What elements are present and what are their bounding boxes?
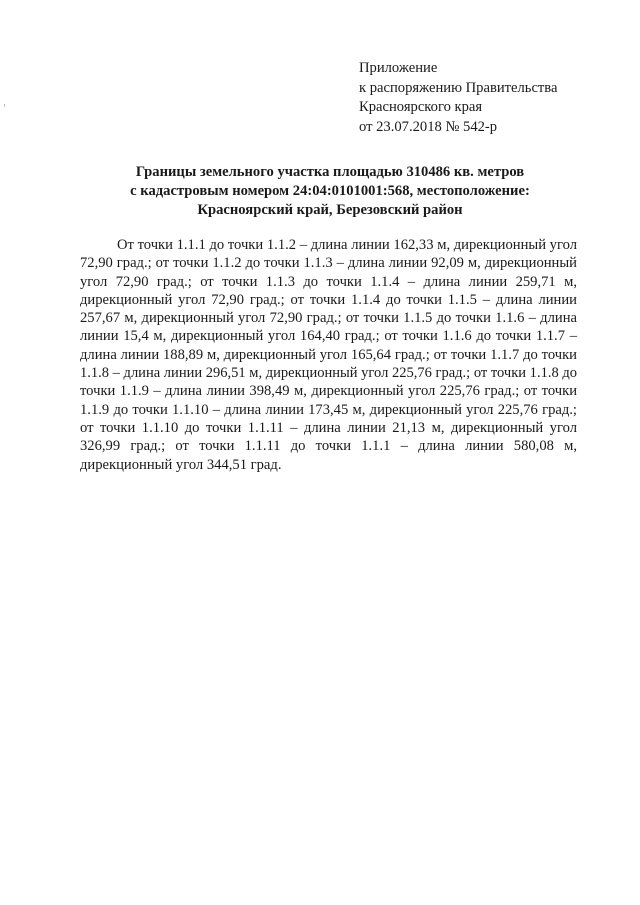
- appendix-region: Красноярского края: [359, 99, 483, 116]
- title-line-2: с кадастровым номером 24:04:0101001:568, местоположение:: [130, 183, 530, 199]
- paragraph-line: угол 72,90 град.; от точки 1.1.3 до точки 1.1.4 – длина линии 259,71 м,: [80, 273, 577, 290]
- paragraph-line: длина линии 188,89 м, дирекционный угол 165,64 град.; от точки 1.1.7 до точки: [80, 346, 577, 363]
- paragraph-line: от точки 1.1.10 до точки 1.1.11 – длина линии 21,13 м, дирекционный угол: [80, 419, 577, 436]
- paragraph-line: 1.1.9 до точки 1.1.10 – длина линии 173,45 м, дирекционный угол 225,76 град.;: [80, 401, 577, 418]
- paragraph-line: 257,67 м, дирекционный угол 72,90 град.; от точки 1.1.5 до точки 1.1.6 – длина: [80, 310, 577, 327]
- scan-artifact-mark: [4, 104, 5, 107]
- appendix-date-number: от 23.07.2018 № 542-р: [359, 118, 498, 135]
- paragraph-line: 1.1.8 – длина линии 296,51 м, дирекционный угол 225,76 град.; от точки 1.1.8 до: [80, 365, 577, 382]
- title-line-1: Границы земельного участка площадью 310486 кв. метров: [135, 164, 525, 180]
- boundary-description-paragraph: [80, 236, 577, 474]
- appendix-label: Приложение: [359, 60, 438, 76]
- paragraph-line: дирекционный угол 344,51 град.: [80, 456, 282, 473]
- paragraph-line: От точки 1.1.1 до точки 1.1.2 – длина линии 162,33 м, дирекционный угол: [117, 237, 577, 253]
- paragraph-line: линии 15,4 м, дирекционный угол 164,40 град.; от точки 1.1.6 до точки 1.1.7 –: [80, 328, 577, 345]
- document-title: [80, 163, 580, 220]
- paragraph-line: дирекционный угол 72,90 град.; от точки 1.1.4 до точки 1.1.5 – длина линии: [80, 291, 577, 308]
- paragraph-line: 326,99 град.; от точки 1.1.11 до точки 1.1.1 – длина линии 580,08 м,: [80, 438, 577, 455]
- appendix-order-ref: к распоряжению Правительства: [359, 79, 558, 96]
- appendix-header: [359, 59, 557, 137]
- title-line-3: Красноярский край, Березовский район: [197, 202, 463, 218]
- paragraph-line: точки 1.1.9 – длина линии 398,49 м, дирекционный угол 225,76 град.; от точки: [80, 383, 577, 400]
- paragraph-line: 72,90 град.; от точки 1.1.2 до точки 1.1.3 – длина линии 92,09 м, дирекционный: [80, 255, 577, 272]
